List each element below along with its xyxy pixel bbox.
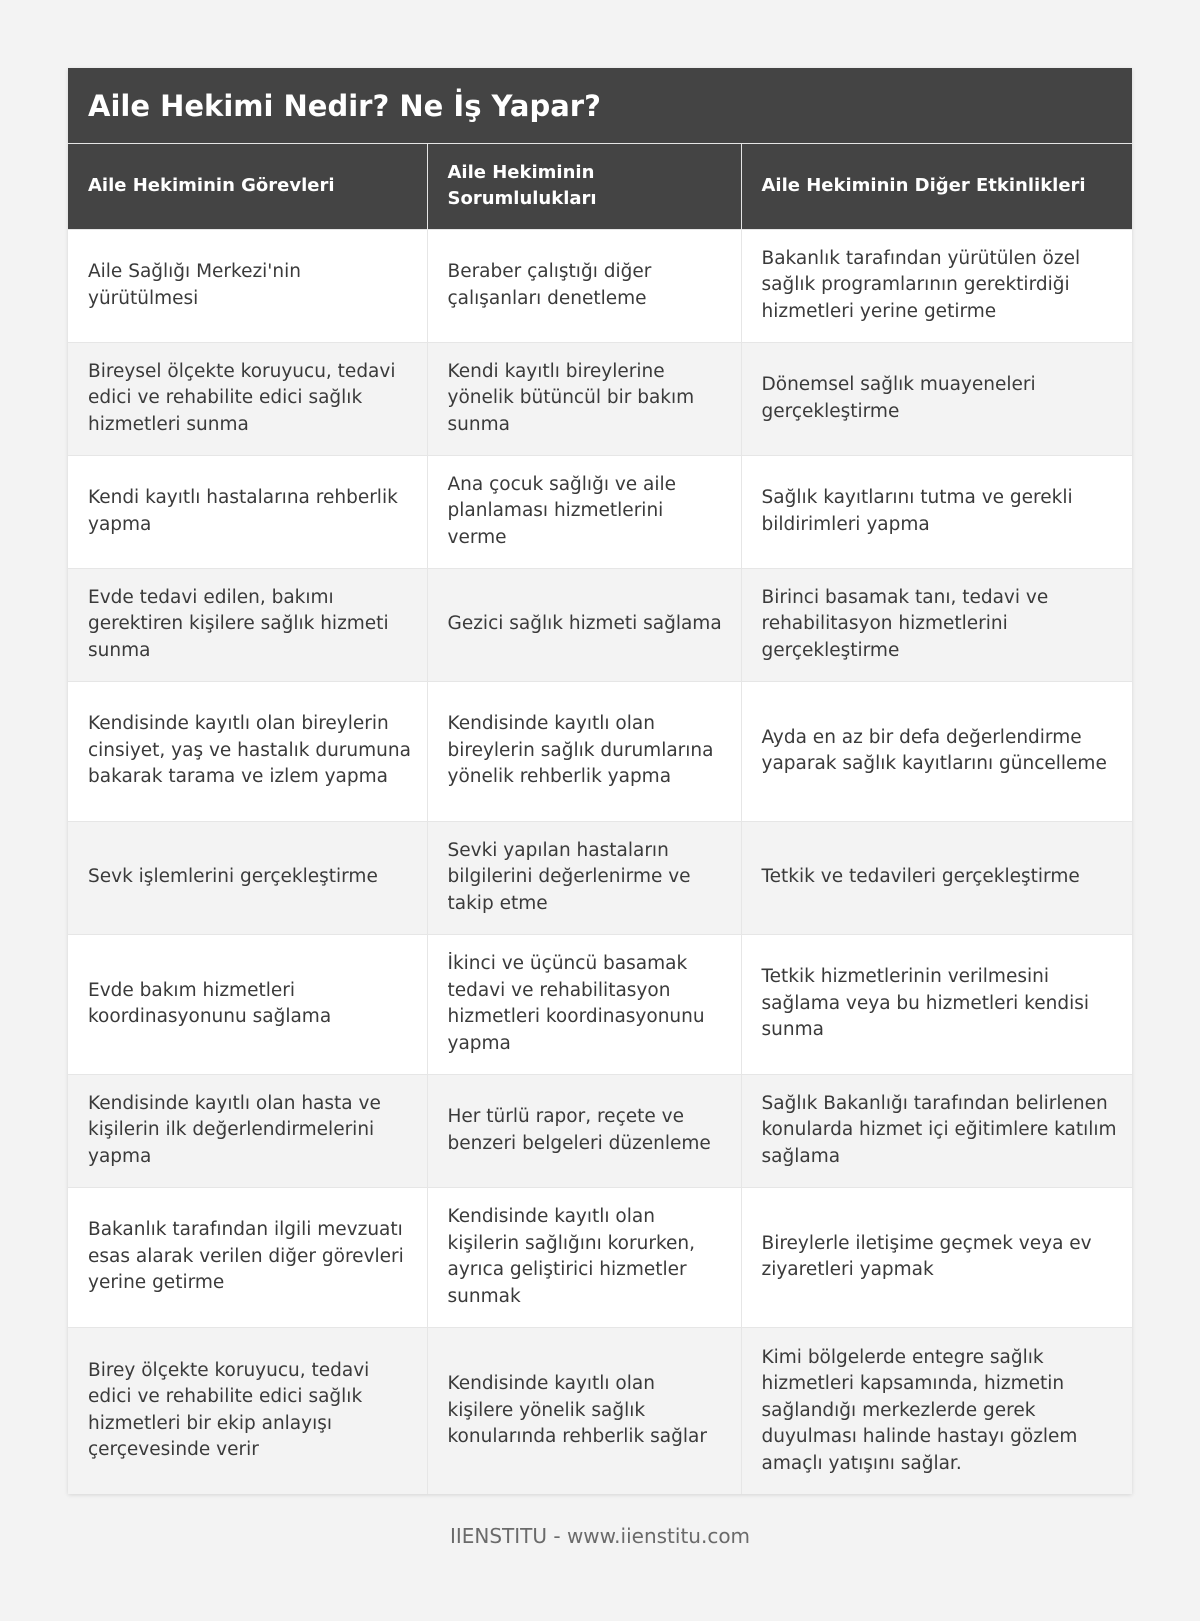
table-cell: Sağlık Bakanlığı tarafından belirlenen konularda hizmet içi eğitimlere katılım sağlama	[741, 1074, 1132, 1187]
table-cell: Evde bakım hizmetleri koordinasyonunu sağlama	[68, 934, 427, 1074]
table-cell: Ana çocuk sağlığı ve aile planlaması hizmetlerini verme	[427, 455, 741, 568]
table-cell: Dönemsel sağlık muayeneleri gerçekleştirme	[741, 342, 1132, 455]
table-row	[68, 681, 1132, 821]
table-cell: Kendisinde kayıtlı olan kişilere yönelik sağlık konularında rehberlik sağlar	[427, 1327, 741, 1494]
table-header-row	[68, 144, 1132, 229]
table-cell: Tetkik ve tedavileri gerçekleştirme	[741, 821, 1132, 934]
table-cell: Gezici sağlık hizmeti sağlama	[427, 568, 741, 681]
table-cell: İkinci ve üçüncü basamak tedavi ve rehabilitasyon hizmetleri koordinasyonunu yapma	[427, 934, 741, 1074]
info-card	[68, 68, 1132, 1494]
table-row	[68, 821, 1132, 934]
table-cell: Ayda en az bir defa değerlendirme yaparak sağlık kayıtlarını güncelleme	[741, 681, 1132, 821]
table-cell: Kendisinde kayıtlı olan bireylerin sağlık durumlarına yönelik rehberlik yapma	[427, 681, 741, 821]
page-title: Aile Hekimi Nedir? Ne İş Yapar?	[68, 68, 1132, 144]
table-cell: Her türlü rapor, reçete ve benzeri belgeleri düzenleme	[427, 1074, 741, 1187]
column-header-duties: Aile Hekiminin Görevleri	[68, 144, 427, 229]
table-cell: Sevki yapılan hastaların bilgilerini değerlenirme ve takip etme	[427, 821, 741, 934]
table-cell: Bireylerle iletişime geçmek veya ev ziyaretleri yapmak	[741, 1187, 1132, 1327]
table-cell: Aile Sağlığı Merkezi'nin yürütülmesi	[68, 229, 427, 342]
table-cell: Evde tedavi edilen, bakımı gerektiren kişilere sağlık hizmeti sunma	[68, 568, 427, 681]
table-cell: Birey ölçekte koruyucu, tedavi edici ve rehabilite edici sağlık hizmetleri bir ekip anlayışı çerçevesinde verir	[68, 1327, 427, 1494]
table-cell: Bakanlık tarafından ilgili mevzuatı esas alarak verilen diğer görevleri yerine getirme	[68, 1187, 427, 1327]
table-cell: Sevk işlemlerini gerçekleştirme	[68, 821, 427, 934]
table-cell: Sağlık kayıtlarını tutma ve gerekli bildirimleri yapma	[741, 455, 1132, 568]
duties-table	[68, 144, 1132, 1494]
table-cell: Beraber çalıştığı diğer çalışanları denetleme	[427, 229, 741, 342]
table-cell: Kendisinde kayıtlı olan hasta ve kişilerin ilk değerlendirmelerini yapma	[68, 1074, 427, 1187]
table-cell: Birinci basamak tanı, tedavi ve rehabilitasyon hizmetlerini gerçekleştirme	[741, 568, 1132, 681]
table-row	[68, 568, 1132, 681]
table-cell: Tetkik hizmetlerinin verilmesini sağlama veya bu hizmetleri kendisi sunma	[741, 934, 1132, 1074]
table-cell: Kendisinde kayıtlı olan bireylerin cinsiyet, yaş ve hastalık durumuna bakarak tarama ve izlem yapma	[68, 681, 427, 821]
table-row	[68, 1327, 1132, 1494]
table-row	[68, 1187, 1132, 1327]
table-cell: Kendisinde kayıtlı olan kişilerin sağlığını korurken, ayrıca geliştirici hizmetler sunmak	[427, 1187, 741, 1327]
table-row	[68, 342, 1132, 455]
table-row	[68, 229, 1132, 342]
column-header-other-activities: Aile Hekiminin Diğer Etkinlikleri	[741, 144, 1132, 229]
table-cell: Bakanlık tarafından yürütülen özel sağlık programlarının gerektirdiği hizmetleri yerine getirme	[741, 229, 1132, 342]
table-cell: Kendi kayıtlı bireylerine yönelik bütüncül bir bakım sunma	[427, 342, 741, 455]
table-row	[68, 934, 1132, 1074]
table-row	[68, 455, 1132, 568]
footer-credit: IIENSTITU - www.iienstitu.com	[449, 1524, 751, 1548]
table-cell: Bireysel ölçekte koruyucu, tedavi edici ve rehabilite edici sağlık hizmetleri sunma	[68, 342, 427, 455]
table-row	[68, 1074, 1132, 1187]
table-cell: Kimi bölgelerde entegre sağlık hizmetleri kapsamında, hizmetin sağlandığı merkezlerde gerek duyulması halinde hastayı gözlem amaçlı yatışını sağlar.	[741, 1327, 1132, 1494]
table-cell: Kendi kayıtlı hastalarına rehberlik yapma	[68, 455, 427, 568]
column-header-responsibilities: Aile Hekiminin Sorumlulukları	[427, 144, 741, 229]
